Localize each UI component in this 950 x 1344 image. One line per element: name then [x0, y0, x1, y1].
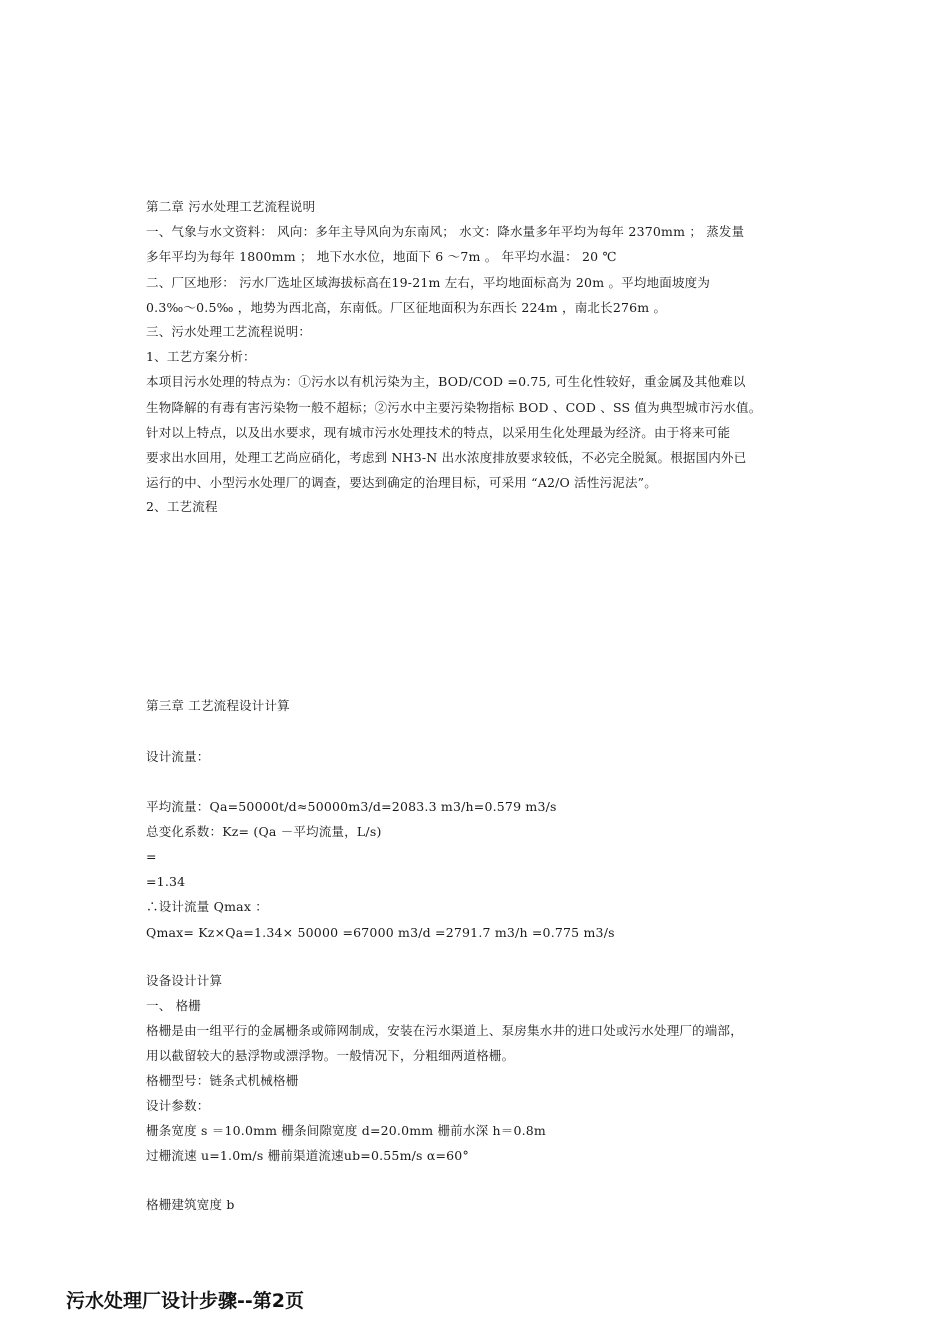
chapter2-line: 2、工艺流程: [146, 499, 218, 514]
page-footer: 污水处理厂设计步骤--第2页: [66, 1290, 304, 1312]
chapter2-line: 0.3‰～0.5‰ ，地势为西北高，东南低。厂区征地面积为东西长 224m ，南北长276m 。: [146, 300, 667, 315]
kz-formula: 总变化系数：Kz= (Qa －平均流量，L/s): [146, 824, 382, 839]
chapter2-line: 多年平均为每年 1800mm ； 地下水水位，地面下 6 ～7m 。 年平均水温： 20 ℃: [146, 249, 617, 264]
chapter2-line: 针对以上特点，以及出水要求，现有城市污水处理技术的特点，以采用生化处理最为经济。由于将来可能: [146, 425, 731, 440]
grid-width-heading: 格栅建筑宽度 b: [146, 1197, 235, 1212]
design-params: 栅条宽度 s ＝10.0mm 栅条间隙宽度 d=20.0mm 栅前水深 h＝0.8m: [146, 1123, 546, 1138]
design-params: 过栅流速 u=1.0m/s 栅前渠道流速ub=0.55m/s α=60°: [146, 1148, 469, 1163]
equation-line: =1.34: [146, 874, 186, 889]
chapter2-line: 1、工艺方案分析：: [146, 349, 256, 364]
qmax-formula: Qmax= Kz×Qa=1.34× 50000 =67000 m3/d =2791.7 m3/h =0.775 m3/s: [146, 925, 615, 940]
chapter2-line: 一、气象与水文资料： 风向：多年主导风向为东南风； 水文：降水量多年平均为每年 2370mm ； 蒸发量: [146, 224, 745, 239]
grid-description: 格栅是由一组平行的金属栅条或筛网制成，安装在污水渠道上、泵房集水井的进口处或污水处理厂的端部，: [146, 1023, 743, 1038]
chapter2-line: 运行的中、小型污水处理厂的调查，要达到确定的治理目标，可采用 “A2/O 活性污泥法”。: [146, 475, 657, 490]
chapter2-title: 第二章 污水处理工艺流程说明: [146, 199, 316, 214]
chapter2-line: 要求出水回用，处理工艺尚应硝化，考虑到 NH3-N 出水浓度排放要求较低，不必完全脱氮。根据国内外已: [146, 450, 747, 465]
chapter2-line: 生物降解的有毒有害污染物一般不超标；②污水中主要污染物指标 BOD 、COD 、SS 值为典型城市污水值。: [146, 400, 762, 415]
chapter2-line: 二、厂区地形： 污水厂选址区域海拔标高在19-21m 左右，平均地面标高为 20m 。平均地面坡度为: [146, 275, 711, 290]
equipment-heading: 设备设计计算: [146, 973, 223, 988]
chapter2-line: 三、污水处理工艺流程说明：: [146, 324, 312, 339]
equation-line: =: [146, 849, 157, 864]
params-heading: 设计参数：: [146, 1098, 210, 1113]
avg-flow: 平均流量：Qa=50000t/d≈50000m3/d=2083.3 m3/h=0.579 m3/s: [146, 799, 557, 814]
chapter3-title: 第三章 工艺流程设计计算: [146, 698, 290, 713]
chapter2-line: 本项目污水处理的特点为：①污水以有机污染为主，BOD/COD =0.75, 可生化性较好，重金属及其他难以: [146, 374, 746, 389]
qmax-label: ∴设计流量 Qmax ：: [146, 899, 268, 914]
grid-heading: 一、 格栅: [146, 998, 201, 1013]
grid-model: 格栅型号：链条式机械格栅: [146, 1073, 299, 1088]
flow-heading: 设计流量：: [146, 749, 210, 764]
grid-description: 用以截留较大的悬浮物或漂浮物。一般情况下，分粗细两道格栅。: [146, 1048, 515, 1063]
